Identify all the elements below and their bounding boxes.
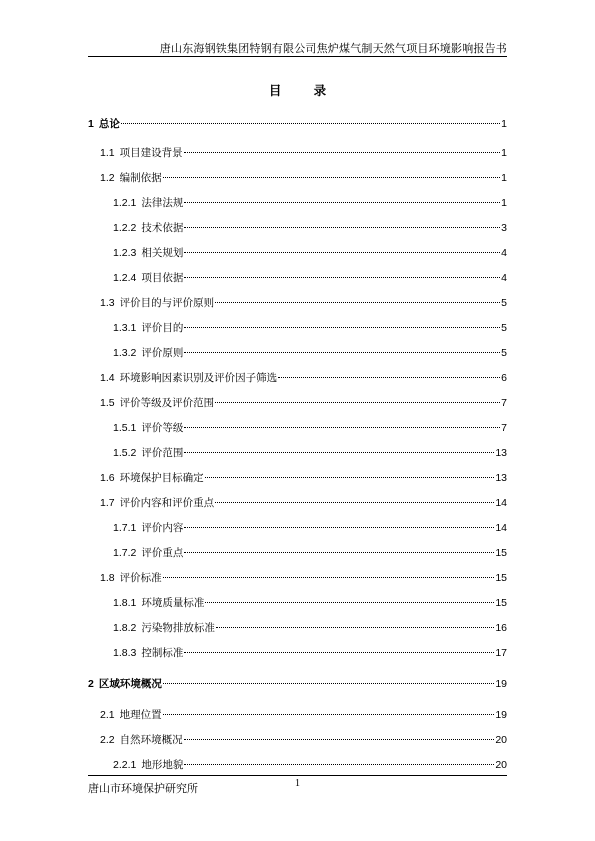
toc-dot-leader bbox=[216, 627, 494, 628]
toc-entry[interactable] bbox=[113, 246, 507, 260]
toc-dot-leader bbox=[184, 352, 500, 353]
toc-entry-label: 环境质量标准 bbox=[141, 597, 205, 609]
footer-organization: 唐山市环境保护研究所 bbox=[88, 782, 198, 795]
toc-entry[interactable] bbox=[113, 546, 507, 560]
toc-entry-label: 编制依据 bbox=[119, 172, 162, 184]
toc-dot-leader bbox=[184, 652, 494, 653]
toc-entry-number: 1.7.2 bbox=[113, 547, 137, 559]
toc-entry[interactable] bbox=[100, 571, 507, 585]
toc-entry-label: 环境影响因素识别及评价因子筛选 bbox=[119, 372, 278, 384]
toc-entry[interactable] bbox=[113, 446, 507, 460]
toc-entry-label: 项目建设背景 bbox=[119, 147, 183, 159]
toc-dot-leader bbox=[205, 477, 495, 478]
toc-entry[interactable] bbox=[100, 371, 507, 385]
toc-entry-page: 17 bbox=[495, 647, 507, 659]
toc-entry-label: 评价内容和评价重点 bbox=[119, 497, 215, 509]
toc-entry-number: 1.3.2 bbox=[113, 347, 137, 359]
toc-entry-number: 1.3 bbox=[100, 297, 115, 309]
toc-entry-label: 自然环境概况 bbox=[119, 734, 183, 746]
toc-entry-number: 1.2 bbox=[100, 172, 115, 184]
toc-entry-label: 污染物排放标准 bbox=[141, 622, 215, 634]
toc-entry-page: 5 bbox=[501, 297, 507, 309]
toc-entry[interactable] bbox=[100, 146, 507, 160]
toc-entry-label: 评价目的与评价原则 bbox=[119, 297, 215, 309]
toc-dot-leader bbox=[163, 683, 494, 684]
toc-dot-leader bbox=[184, 552, 494, 553]
toc-dot-leader bbox=[184, 427, 500, 428]
toc-entry-number: 2.2 bbox=[100, 734, 115, 746]
toc-dot-leader bbox=[184, 152, 501, 153]
toc-entry-label: 相关规划 bbox=[141, 247, 184, 259]
toc-dot-leader bbox=[163, 577, 495, 578]
toc-entry-number: 1.4 bbox=[100, 372, 115, 384]
toc-dot-leader bbox=[184, 739, 495, 740]
toc-entry-label: 评价范围 bbox=[141, 447, 184, 459]
toc-entry-number: 1.2.3 bbox=[113, 247, 137, 259]
toc-entry-label: 评价内容 bbox=[141, 522, 184, 534]
toc-entry-label: 总论 bbox=[98, 118, 120, 130]
toc-entry-page: 1 bbox=[501, 197, 507, 209]
toc-entry-label: 评价标准 bbox=[119, 572, 162, 584]
toc-entry-page: 19 bbox=[495, 709, 507, 721]
toc-entry[interactable] bbox=[100, 733, 507, 747]
toc-entry-page: 20 bbox=[495, 734, 507, 746]
toc-entry-number: 1.2.1 bbox=[113, 197, 137, 209]
toc-entry[interactable] bbox=[88, 117, 507, 131]
toc-entry-page: 5 bbox=[501, 322, 507, 334]
toc-entry-number: 1.5 bbox=[100, 397, 115, 409]
toc-entry[interactable] bbox=[100, 708, 507, 722]
toc-entry-label: 地形地貌 bbox=[141, 759, 184, 771]
toc-entry-number: 1.7 bbox=[100, 497, 115, 509]
toc-entry-page: 13 bbox=[495, 472, 507, 484]
toc-entry[interactable] bbox=[88, 677, 507, 691]
toc-entry[interactable] bbox=[100, 496, 507, 510]
toc-entry-page: 4 bbox=[501, 247, 507, 259]
toc-dot-leader bbox=[215, 402, 500, 403]
header-rule bbox=[88, 56, 507, 57]
toc-entry-label: 评价原则 bbox=[141, 347, 184, 359]
toc-dot-leader bbox=[215, 302, 500, 303]
toc-entry[interactable] bbox=[113, 271, 507, 285]
toc-entry-number: 1.6 bbox=[100, 472, 115, 484]
toc-entry-page: 14 bbox=[495, 497, 507, 509]
toc-entry[interactable] bbox=[113, 196, 507, 210]
toc-entry-page: 1 bbox=[501, 172, 507, 184]
toc-dot-leader bbox=[184, 227, 500, 228]
toc-entry[interactable] bbox=[100, 471, 507, 485]
toc-entry-label: 评价等级 bbox=[141, 422, 184, 434]
toc-entry-page: 15 bbox=[495, 547, 507, 559]
running-header: 唐山东海钢铁集团特钢有限公司焦炉煤气制天然气项目环境影响报告书 bbox=[159, 42, 507, 55]
toc-entry-number: 1.8.2 bbox=[113, 622, 137, 634]
toc-entry-page: 7 bbox=[501, 422, 507, 434]
toc-entry-page: 7 bbox=[501, 397, 507, 409]
toc-dot-leader bbox=[184, 764, 494, 765]
toc-entry-label: 项目依据 bbox=[141, 272, 184, 284]
toc-entry-number: 1.7.1 bbox=[113, 522, 137, 534]
toc-dot-leader bbox=[184, 327, 500, 328]
toc-entry-label: 环境保护目标确定 bbox=[119, 472, 204, 484]
toc-entry-page: 3 bbox=[501, 222, 507, 234]
toc-entry-number: 2.1 bbox=[100, 709, 115, 721]
toc-entry[interactable] bbox=[113, 758, 507, 772]
toc-entry[interactable] bbox=[100, 171, 507, 185]
toc-entry[interactable] bbox=[113, 221, 507, 235]
toc-entry-number: 1 bbox=[88, 118, 94, 130]
toc-entry-number: 1.5.2 bbox=[113, 447, 137, 459]
toc-dot-leader bbox=[184, 452, 494, 453]
toc-entry-page: 5 bbox=[501, 347, 507, 359]
toc-entry-label: 技术依据 bbox=[141, 222, 184, 234]
toc-dot-leader bbox=[278, 377, 500, 378]
toc-entry-page: 14 bbox=[495, 522, 507, 534]
toc-entry-number: 2 bbox=[88, 678, 94, 690]
toc-entry[interactable] bbox=[100, 296, 507, 310]
toc-entry-label: 评价目的 bbox=[141, 322, 184, 334]
toc-entry-label: 控制标准 bbox=[141, 647, 184, 659]
toc-entry[interactable] bbox=[113, 421, 507, 435]
page-number: 1 bbox=[295, 778, 300, 789]
toc-entry[interactable] bbox=[100, 396, 507, 410]
toc-entry-label: 区域环境概况 bbox=[98, 678, 162, 690]
toc-entry-page: 15 bbox=[495, 597, 507, 609]
toc-dot-leader bbox=[163, 177, 501, 178]
toc-entry[interactable] bbox=[113, 521, 507, 535]
toc-entry-number: 2.2.1 bbox=[113, 759, 137, 771]
toc-dot-leader bbox=[184, 527, 494, 528]
toc-dot-leader bbox=[121, 123, 500, 124]
toc-entry-number: 1.8.3 bbox=[113, 647, 137, 659]
toc-entry[interactable] bbox=[113, 346, 507, 360]
toc-dot-leader bbox=[163, 714, 495, 715]
toc-entry-page: 1 bbox=[501, 118, 507, 130]
toc-entry-page: 20 bbox=[495, 759, 507, 771]
toc-entry-number: 1.3.1 bbox=[113, 322, 137, 334]
toc-dot-leader bbox=[184, 252, 500, 253]
toc-entry-number: 1.2.4 bbox=[113, 272, 137, 284]
toc-entry-label: 评价等级及评价范围 bbox=[119, 397, 215, 409]
toc-entry-page: 13 bbox=[495, 447, 507, 459]
toc-entry-label: 地理位置 bbox=[119, 709, 162, 721]
toc-entry-label: 评价重点 bbox=[141, 547, 184, 559]
toc-dot-leader bbox=[184, 202, 500, 203]
toc-entry-page: 4 bbox=[501, 272, 507, 284]
toc-entry[interactable] bbox=[113, 646, 507, 660]
toc-dot-leader bbox=[184, 277, 500, 278]
toc-dot-leader bbox=[215, 502, 494, 503]
toc-entry-page: 16 bbox=[495, 622, 507, 634]
footer-rule bbox=[88, 775, 507, 776]
toc-entry[interactable] bbox=[113, 596, 507, 610]
toc-entry-page: 15 bbox=[495, 572, 507, 584]
toc-entry[interactable] bbox=[113, 621, 507, 635]
toc-title: 目 录 bbox=[268, 83, 341, 98]
toc-entry-label: 法律法规 bbox=[141, 197, 184, 209]
toc-entry-page: 6 bbox=[501, 372, 507, 384]
toc-entry-number: 1.2.2 bbox=[113, 222, 137, 234]
toc-dot-leader bbox=[205, 602, 494, 603]
toc-entry-page: 1 bbox=[501, 147, 507, 159]
toc-entry-number: 1.5.1 bbox=[113, 422, 137, 434]
toc-entry-number: 1.8.1 bbox=[113, 597, 137, 609]
toc-entry-page: 19 bbox=[495, 678, 507, 690]
toc-entry[interactable] bbox=[113, 321, 507, 335]
toc-entry-number: 1.8 bbox=[100, 572, 115, 584]
toc-entry-number: 1.1 bbox=[100, 147, 115, 159]
